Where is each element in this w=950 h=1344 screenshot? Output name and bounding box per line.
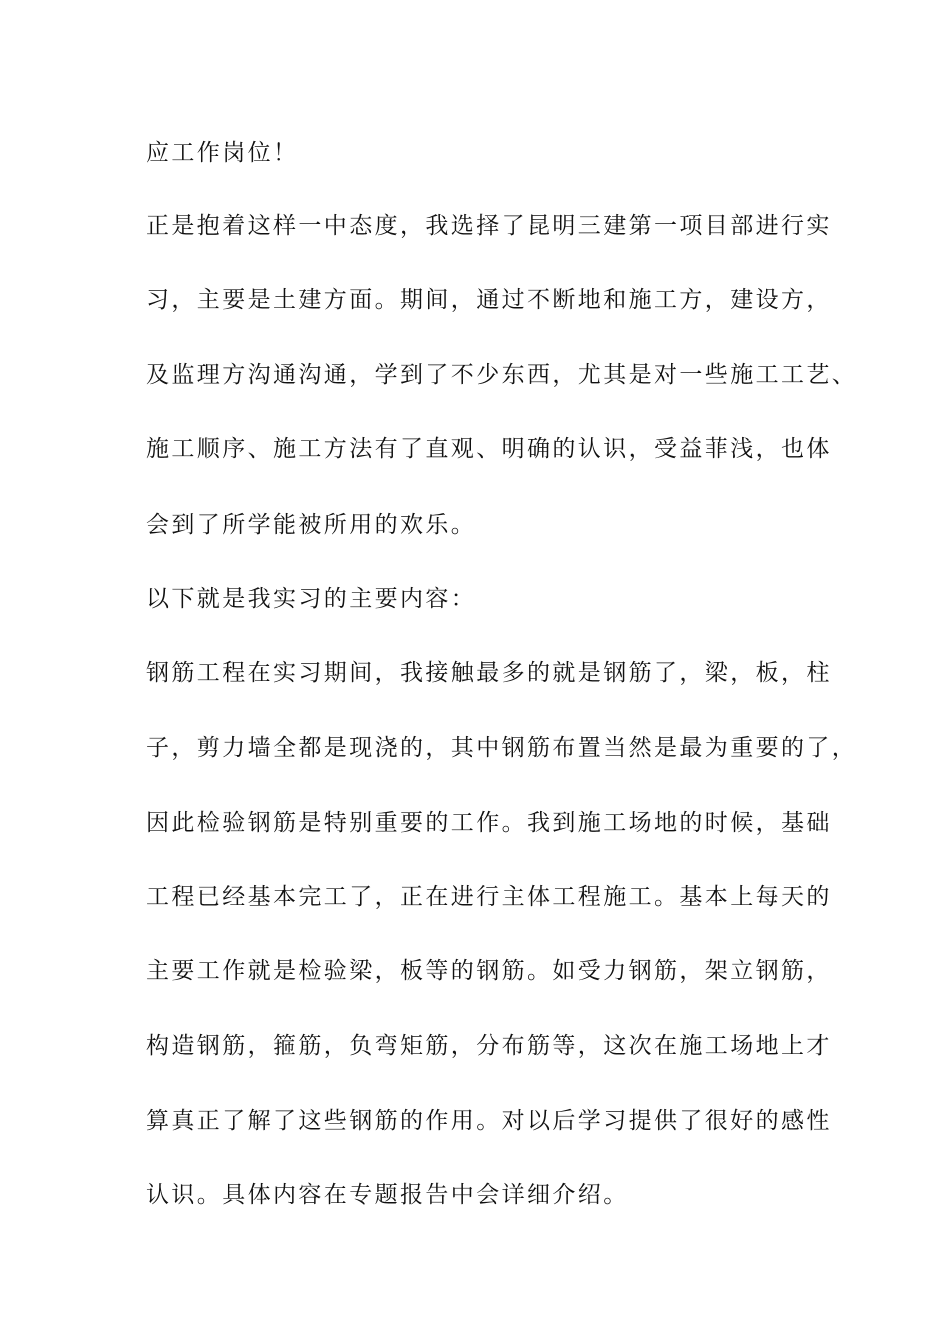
text-line: 及监理方沟通沟通，学到了不少东西，尤其是对一些施工工艺、 <box>146 362 858 388</box>
text-line: 应工作岗位！ <box>146 140 299 166</box>
text-line: 因此检验钢筋是特别重要的工作。我到施工场地的时候，基础 <box>146 810 832 836</box>
text-line: 正是抱着这样一中态度，我选择了昆明三建第一项目部进行实 <box>146 213 832 239</box>
text-line: 以下就是我实习的主要内容： <box>146 586 477 612</box>
text-line: 会到了所学能被所用的欢乐。 <box>146 512 477 538</box>
text-line: 施工顺序、施工方法有了直观、明确的认识，受益菲浅，也体 <box>146 436 832 462</box>
text-line: 习，主要是土建方面。期间，通过不断地和施工方，建设方， <box>146 287 832 313</box>
text-line: 钢筋工程在实习期间，我接触最多的就是钢筋了，梁，板，柱 <box>146 660 832 686</box>
text-line: 构造钢筋，箍筋，负弯矩筋，分布筋等，这次在施工场地上才 <box>146 1033 832 1059</box>
text-line: 子，剪力墙全都是现浇的，其中钢筋布置当然是最为重要的了， <box>146 735 858 761</box>
text-line: 算真正了解了这些钢筋的作用。对以后学习提供了很好的感性 <box>146 1108 832 1134</box>
text-line: 工程已经基本完工了，正在进行主体工程施工。基本上每天的 <box>146 884 832 910</box>
text-line: 认识。具体内容在专题报告中会详细介绍。 <box>146 1182 629 1208</box>
text-line: 主要工作就是检验梁，板等的钢筋。如受力钢筋，架立钢筋， <box>146 958 832 984</box>
